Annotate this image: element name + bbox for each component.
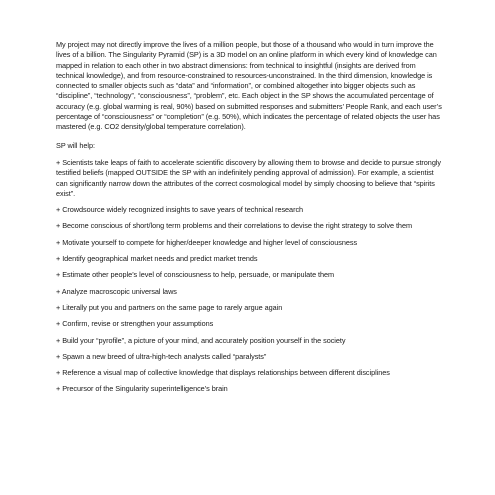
list-item: + Literally put you and partners on the same page to rarely argue again (56, 302, 283, 312)
list-item: + Estimate other people’s level of consciousness to help, persuade, or manipulate them (56, 270, 335, 280)
list-item: + Motivate yourself to compete for higher/deeper knowledge and higher level of consciousness (56, 237, 358, 247)
list-item: + Analyze macroscopic universal laws (56, 286, 177, 296)
list-item: + Identify geographical market needs and predict market trends (56, 254, 258, 264)
list-item: + Crowdsource widely recognized insights to save years of technical research (56, 205, 304, 215)
list-item: + Reference a visual map of collective knowledge that displays relationships between different disciplines (56, 368, 390, 378)
list-item: + Confirm, revise or strengthen your assumptions (56, 319, 214, 329)
benefits-lead: SP will help: (56, 140, 95, 150)
intro-paragraph: My project may not directly improve the lives of a million people, but those of a thousand who would in turn improve the lives of a billion. The Singularity Pyramid (SP) is a 3D model on an online platform in which every kind of knowledge can mapped in relation to each other in two abstract dimensions: from technical to insightful (insights are derived from technical knowledge), and from resource-constrained to resources-unconstrained. In the third dimension, knowledge is connected to smaller objects such as “data” and “information”, or combined altogether into bigger objects such as “discipline”, “technology”, “consciousness”, “problem”, etc. Each object in the SP shows the accumulated percentage of accuracy (e.g. global warming is real, 90%) based on submitted responses and submitters’ People Rank, and each user’s percentage of “consciousness” or “completion” (e.g. 50%), which indicates the percentage of related objects the user has mastered (e.g. CO2 density/global temperature correlation). (56, 40, 442, 132)
document-page (56, 40, 442, 401)
list-item: + Precursor of the Singularity superintelligence’s brain (56, 384, 228, 394)
list-item: + Build your “pyrofile”, a picture of your mind, and accurately position yourself in the society (56, 335, 346, 345)
list-item: + Spawn a new breed of ultra-high-tech analysts called “paralysts” (56, 351, 267, 361)
benefits-list (56, 158, 442, 395)
list-item: + Become conscious of short/long term problems and their correlations to devise the right strategy to solve them (56, 221, 412, 231)
list-item: + Scientists take leaps of faith to accelerate scientific discovery by allowing them to browse and decide to pursue strongly testified beliefs (mapped OUTSIDE the SP with an indefinitely pending approval of admission). For example, a scientist can significantly narrow down the attributes of the correct cosmological model by simply choosing to believe that “spirits exist”. (56, 157, 441, 198)
